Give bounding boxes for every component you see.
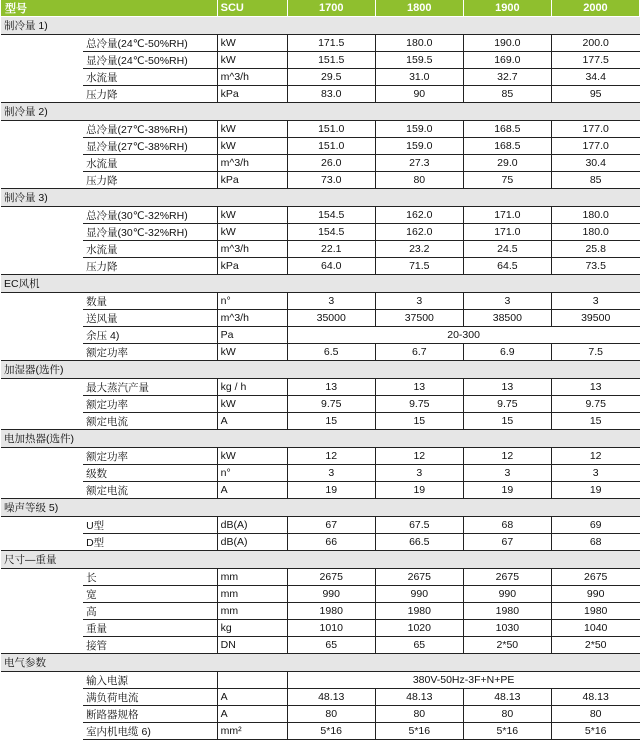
unit-cell: kW: [217, 207, 287, 224]
value-cell: 29.5: [287, 69, 375, 86]
table-row: [1, 413, 640, 430]
table-row: [1, 706, 640, 723]
model-col-header: 1800: [375, 0, 463, 17]
row-indent: [1, 241, 83, 258]
value-cell: 1020: [375, 620, 463, 637]
item-label: 额定功率: [83, 344, 217, 361]
item-label: 压力降: [83, 172, 217, 189]
row-indent: [1, 620, 83, 637]
value-cell: 48.13: [551, 689, 639, 706]
item-label: 显冷量(30℃-32%RH): [83, 224, 217, 241]
value-cell: 6.5: [287, 344, 375, 361]
value-cell: 168.5: [463, 121, 551, 138]
unit-cell: n°: [217, 293, 287, 310]
unit-header: SCU: [217, 0, 287, 17]
value-cell: 80: [463, 706, 551, 723]
item-label: 显冷量(27℃-38%RH): [83, 138, 217, 155]
value-cell: 190.0: [463, 35, 551, 52]
value-cell: 159.0: [375, 138, 463, 155]
item-label: 额定功率: [83, 396, 217, 413]
value-cell: 5*16: [551, 723, 639, 740]
row-indent: [1, 224, 83, 241]
value-cell: 23.2: [375, 241, 463, 258]
value-cell: 159.5: [375, 52, 463, 69]
value-cell: 3: [375, 293, 463, 310]
row-indent: [1, 517, 83, 534]
row-indent: [1, 396, 83, 413]
value-cell: 31.0: [375, 69, 463, 86]
row-indent: [1, 603, 83, 620]
table-row: [1, 138, 640, 155]
section-row: [1, 430, 640, 448]
item-label: 压力降: [83, 86, 217, 103]
table-row: [1, 620, 640, 637]
value-cell: 25.8: [551, 241, 639, 258]
row-indent: [1, 637, 83, 654]
unit-cell: mm: [217, 569, 287, 586]
value-cell: 180.0: [551, 224, 639, 241]
unit-cell: kW: [217, 224, 287, 241]
value-cell: 990: [375, 586, 463, 603]
unit-cell: kW: [217, 35, 287, 52]
value-cell: 1980: [375, 603, 463, 620]
value-cell: 13: [551, 379, 639, 396]
value-cell: 12: [463, 448, 551, 465]
value-cell: 37500: [375, 310, 463, 327]
item-label: 显冷量(24℃-50%RH): [83, 52, 217, 69]
value-cell: 19: [287, 482, 375, 499]
table-row: [1, 603, 640, 620]
value-cell: 15: [375, 413, 463, 430]
section-row: [1, 17, 640, 35]
unit-cell: m^3/h: [217, 155, 287, 172]
table-row: [1, 379, 640, 396]
row-indent: [1, 327, 83, 344]
value-cell: 990: [463, 586, 551, 603]
section-title: 制冷量 1): [1, 17, 640, 35]
table-row: [1, 241, 640, 258]
value-cell: 180.0: [551, 207, 639, 224]
unit-cell: mm: [217, 586, 287, 603]
section-row: [1, 103, 640, 121]
item-label: 水流量: [83, 241, 217, 258]
value-cell: 15: [551, 413, 639, 430]
value-cell: 15: [463, 413, 551, 430]
value-cell: 13: [287, 379, 375, 396]
value-cell: 19: [375, 482, 463, 499]
model-col-header: 2000: [551, 0, 639, 17]
row-indent: [1, 448, 83, 465]
table-row: [1, 465, 640, 482]
row-indent: [1, 121, 83, 138]
unit-cell: mm: [217, 603, 287, 620]
value-cell: 177.0: [551, 121, 639, 138]
table-row: [1, 207, 640, 224]
row-indent: [1, 689, 83, 706]
value-cell: 68: [551, 534, 639, 551]
value-cell: 80: [375, 706, 463, 723]
value-cell: 1030: [463, 620, 551, 637]
value-cell: 85: [463, 86, 551, 103]
table-row: [1, 534, 640, 551]
row-indent: [1, 293, 83, 310]
item-label: 送风量: [83, 310, 217, 327]
value-cell: 73.0: [287, 172, 375, 189]
value-cell: 29.0: [463, 155, 551, 172]
model-col-header: 1900: [463, 0, 551, 17]
merged-value-cell: 20-300: [287, 327, 639, 344]
value-cell: 171.5: [287, 35, 375, 52]
item-label: 压力降: [83, 258, 217, 275]
table-row: [1, 224, 640, 241]
spec-table: [1, 0, 640, 740]
table-row: [1, 327, 640, 344]
unit-cell: kW: [217, 138, 287, 155]
value-cell: 2675: [287, 569, 375, 586]
value-cell: 162.0: [375, 207, 463, 224]
value-cell: 9.75: [463, 396, 551, 413]
value-cell: 67.5: [375, 517, 463, 534]
value-cell: 3: [551, 293, 639, 310]
item-label: 总冷量(27℃-38%RH): [83, 121, 217, 138]
value-cell: 66.5: [375, 534, 463, 551]
unit-cell: kW: [217, 344, 287, 361]
unit-cell: kg: [217, 620, 287, 637]
unit-cell: A: [217, 689, 287, 706]
value-cell: 180.0: [375, 35, 463, 52]
table-row: [1, 86, 640, 103]
row-indent: [1, 52, 83, 69]
value-cell: 171.0: [463, 224, 551, 241]
row-indent: [1, 723, 83, 740]
value-cell: 90: [375, 86, 463, 103]
row-indent: [1, 86, 83, 103]
value-cell: 15: [287, 413, 375, 430]
item-label: 水流量: [83, 155, 217, 172]
value-cell: 48.13: [375, 689, 463, 706]
table-row: [1, 155, 640, 172]
value-cell: 68: [463, 517, 551, 534]
row-indent: [1, 155, 83, 172]
item-label: 最大蒸汽产量: [83, 379, 217, 396]
item-label: 室内机电缆 6): [83, 723, 217, 740]
row-indent: [1, 258, 83, 275]
merged-value-cell: 380V-50Hz-3F+N+PE: [287, 672, 639, 689]
value-cell: 151.0: [287, 121, 375, 138]
value-cell: 39500: [551, 310, 639, 327]
row-indent: [1, 534, 83, 551]
value-cell: 65: [287, 637, 375, 654]
unit-cell: DN: [217, 637, 287, 654]
value-cell: 2675: [375, 569, 463, 586]
value-cell: 1980: [551, 603, 639, 620]
value-cell: 12: [551, 448, 639, 465]
value-cell: 7.5: [551, 344, 639, 361]
item-label: 额定电流: [83, 413, 217, 430]
spec-body: [1, 17, 640, 740]
row-indent: [1, 672, 83, 689]
value-cell: 48.13: [463, 689, 551, 706]
item-label: 级数: [83, 465, 217, 482]
value-cell: 95: [551, 86, 639, 103]
section-title: 制冷量 2): [1, 103, 640, 121]
row-indent: [1, 482, 83, 499]
item-label: 总冷量(24℃-50%RH): [83, 35, 217, 52]
value-cell: 19: [551, 482, 639, 499]
value-cell: 30.4: [551, 155, 639, 172]
value-cell: 75: [463, 172, 551, 189]
table-row: [1, 517, 640, 534]
value-cell: 1040: [551, 620, 639, 637]
row-indent: [1, 310, 83, 327]
table-row: [1, 293, 640, 310]
value-cell: 71.5: [375, 258, 463, 275]
unit-cell: kg / h: [217, 379, 287, 396]
table-row: [1, 52, 640, 69]
value-cell: 22.1: [287, 241, 375, 258]
value-cell: 67: [287, 517, 375, 534]
section-row: [1, 189, 640, 207]
value-cell: 12: [375, 448, 463, 465]
value-cell: 80: [551, 706, 639, 723]
unit-cell: kW: [217, 448, 287, 465]
row-indent: [1, 465, 83, 482]
row-indent: [1, 413, 83, 430]
value-cell: 5*16: [375, 723, 463, 740]
value-cell: 19: [463, 482, 551, 499]
section-row: [1, 361, 640, 379]
unit-cell: m^3/h: [217, 310, 287, 327]
value-cell: 169.0: [463, 52, 551, 69]
value-cell: 64.0: [287, 258, 375, 275]
section-row: [1, 499, 640, 517]
value-cell: 151.0: [287, 138, 375, 155]
table-row: [1, 310, 640, 327]
value-cell: 5*16: [287, 723, 375, 740]
value-cell: 1980: [463, 603, 551, 620]
value-cell: 13: [375, 379, 463, 396]
table-row: [1, 121, 640, 138]
unit-cell: mm²: [217, 723, 287, 740]
value-cell: 3: [287, 293, 375, 310]
unit-cell: dB(A): [217, 517, 287, 534]
value-cell: 85: [551, 172, 639, 189]
item-label: 高: [83, 603, 217, 620]
unit-cell: m^3/h: [217, 241, 287, 258]
item-label: 接管: [83, 637, 217, 654]
row-indent: [1, 35, 83, 52]
item-label: 长: [83, 569, 217, 586]
section-title: 电气参数: [1, 654, 640, 672]
row-indent: [1, 706, 83, 723]
value-cell: 3: [463, 293, 551, 310]
unit-cell: kW: [217, 52, 287, 69]
value-cell: 26.0: [287, 155, 375, 172]
value-cell: 2675: [551, 569, 639, 586]
unit-cell: kPa: [217, 258, 287, 275]
table-row: [1, 482, 640, 499]
table-row: [1, 672, 640, 689]
value-cell: 13: [463, 379, 551, 396]
header-row: [1, 0, 640, 17]
item-label: 额定电流: [83, 482, 217, 499]
value-cell: 64.5: [463, 258, 551, 275]
unit-cell: kPa: [217, 172, 287, 189]
value-cell: 990: [551, 586, 639, 603]
value-cell: 24.5: [463, 241, 551, 258]
value-cell: 1980: [287, 603, 375, 620]
item-label: 数量: [83, 293, 217, 310]
value-cell: 200.0: [551, 35, 639, 52]
table-row: [1, 69, 640, 86]
unit-cell: Pa: [217, 327, 287, 344]
value-cell: 35000: [287, 310, 375, 327]
table-row: [1, 689, 640, 706]
value-cell: 65: [375, 637, 463, 654]
section-title: 电加热器(选件): [1, 430, 640, 448]
value-cell: 154.5: [287, 207, 375, 224]
table-row: [1, 172, 640, 189]
section-title: 尺寸—重量: [1, 551, 640, 569]
value-cell: 32.7: [463, 69, 551, 86]
row-indent: [1, 69, 83, 86]
row-indent: [1, 379, 83, 396]
value-cell: 159.0: [375, 121, 463, 138]
table-row: [1, 448, 640, 465]
unit-cell: kW: [217, 121, 287, 138]
value-cell: 2675: [463, 569, 551, 586]
table-row: [1, 396, 640, 413]
model-col-header: 1700: [287, 0, 375, 17]
table-row: [1, 35, 640, 52]
value-cell: 168.5: [463, 138, 551, 155]
row-indent: [1, 207, 83, 224]
unit-cell: kW: [217, 396, 287, 413]
row-indent: [1, 586, 83, 603]
value-cell: 3: [551, 465, 639, 482]
table-row: [1, 637, 640, 654]
table-row: [1, 344, 640, 361]
value-cell: 73.5: [551, 258, 639, 275]
table-row: [1, 258, 640, 275]
item-label: 总冷量(30℃-32%RH): [83, 207, 217, 224]
value-cell: 171.0: [463, 207, 551, 224]
section-title: 加湿器(选件): [1, 361, 640, 379]
value-cell: 9.75: [551, 396, 639, 413]
model-header: 型号: [1, 0, 217, 17]
item-label: 断路器规格: [83, 706, 217, 723]
value-cell: 9.75: [375, 396, 463, 413]
section-title: 噪声等级 5): [1, 499, 640, 517]
value-cell: 6.9: [463, 344, 551, 361]
value-cell: 12: [287, 448, 375, 465]
section-row: [1, 275, 640, 293]
value-cell: 48.13: [287, 689, 375, 706]
unit-cell: kPa: [217, 86, 287, 103]
item-label: D型: [83, 534, 217, 551]
value-cell: 80: [287, 706, 375, 723]
value-cell: 9.75: [287, 396, 375, 413]
value-cell: 27.3: [375, 155, 463, 172]
value-cell: 83.0: [287, 86, 375, 103]
unit-cell: A: [217, 482, 287, 499]
unit-cell: A: [217, 413, 287, 430]
unit-cell: m^3/h: [217, 69, 287, 86]
value-cell: 38500: [463, 310, 551, 327]
value-cell: 1010: [287, 620, 375, 637]
row-indent: [1, 569, 83, 586]
value-cell: 66: [287, 534, 375, 551]
value-cell: 69: [551, 517, 639, 534]
item-label: 满负荷电流: [83, 689, 217, 706]
table-row: [1, 569, 640, 586]
section-row: [1, 654, 640, 672]
value-cell: 151.5: [287, 52, 375, 69]
item-label: U型: [83, 517, 217, 534]
value-cell: 6.7: [375, 344, 463, 361]
unit-cell: [217, 672, 287, 689]
value-cell: 162.0: [375, 224, 463, 241]
value-cell: 80: [375, 172, 463, 189]
value-cell: 3: [463, 465, 551, 482]
row-indent: [1, 138, 83, 155]
section-title: 制冷量 3): [1, 189, 640, 207]
item-label: 余压 4): [83, 327, 217, 344]
item-label: 宽: [83, 586, 217, 603]
value-cell: 177.5: [551, 52, 639, 69]
section-title: EC风机: [1, 275, 640, 293]
row-indent: [1, 172, 83, 189]
table-row: [1, 586, 640, 603]
value-cell: 3: [287, 465, 375, 482]
unit-cell: A: [217, 706, 287, 723]
section-row: [1, 551, 640, 569]
value-cell: 67: [463, 534, 551, 551]
value-cell: 34.4: [551, 69, 639, 86]
item-label: 重量: [83, 620, 217, 637]
item-label: 输入电源: [83, 672, 217, 689]
value-cell: 2*50: [463, 637, 551, 654]
table-row: [1, 723, 640, 740]
value-cell: 154.5: [287, 224, 375, 241]
value-cell: 990: [287, 586, 375, 603]
value-cell: 177.0: [551, 138, 639, 155]
item-label: 额定功率: [83, 448, 217, 465]
unit-cell: n°: [217, 465, 287, 482]
value-cell: 3: [375, 465, 463, 482]
row-indent: [1, 344, 83, 361]
item-label: 水流量: [83, 69, 217, 86]
value-cell: 2*50: [551, 637, 639, 654]
value-cell: 5*16: [463, 723, 551, 740]
unit-cell: dB(A): [217, 534, 287, 551]
